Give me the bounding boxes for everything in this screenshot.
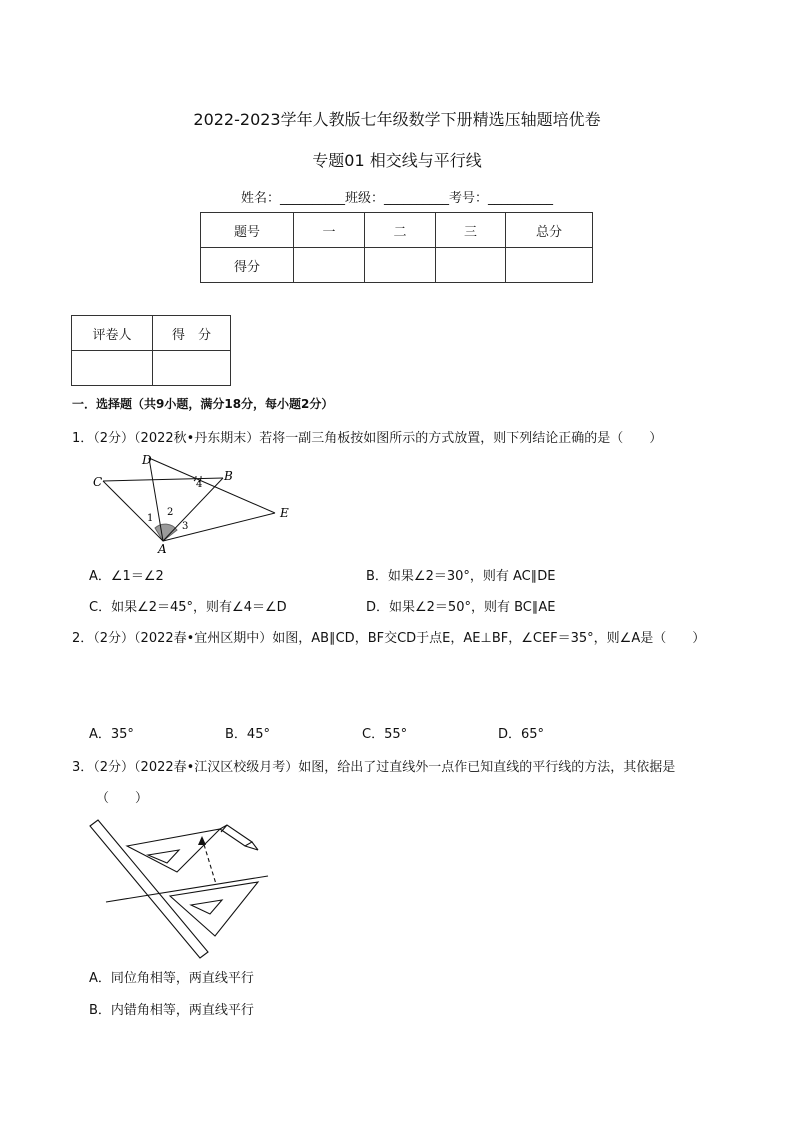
score-cell[interactable] <box>365 248 436 283</box>
question-3-option-b[interactable]: B．内错角相等，两直线平行 <box>89 1003 254 1018</box>
question-2-option-c[interactable]: C．55° <box>362 727 408 742</box>
score-cell[interactable] <box>294 248 365 283</box>
grader-header-cell: 得 分 <box>153 316 231 351</box>
score-cell[interactable] <box>436 248 506 283</box>
question-1-option-d[interactable]: D．如果∠2＝50°，则有 BC∥AE <box>366 600 556 615</box>
student-info-line: 姓名：__________班级：__________考号：__________ <box>240 191 553 206</box>
score-header-cell: 三 <box>436 213 506 248</box>
grader-table <box>71 315 231 386</box>
figure-label-D: D <box>142 453 152 467</box>
question-1-option-a[interactable]: A．∠1＝∠2 <box>89 569 164 584</box>
question-3-option-a[interactable]: A．同位角相等，两直线平行 <box>89 971 254 986</box>
angle-label-3: 3 <box>182 521 189 532</box>
score-header-cell: 二 <box>365 213 436 248</box>
angle-label-4: 4 <box>196 479 203 490</box>
grader-cell[interactable] <box>72 351 153 386</box>
section-heading: 一．选择题（共9小题，满分18分，每小题2分） <box>72 397 334 411</box>
score-header-cell: 总分 <box>506 213 593 248</box>
score-table <box>200 212 593 283</box>
figure-label-B: B <box>224 469 233 483</box>
figure-label-C: C <box>93 475 103 489</box>
score-cell[interactable] <box>506 248 593 283</box>
question-1-figure <box>85 445 300 557</box>
page-subtitle: 专题01 相交线与平行线 <box>312 151 482 170</box>
question-1-option-b[interactable]: B．如果∠2＝30°，则有 AC∥DE <box>366 569 556 584</box>
question-3-stem: 3．（2分）（2022春•江汉区校级月考）如图，给出了过直线外一点作已知直线的平行线的方法，其依据是 <box>72 760 676 775</box>
question-2-option-a[interactable]: A．35° <box>89 727 134 742</box>
grader-header-cell: 评卷人 <box>72 316 153 351</box>
score-header-cell: 一 <box>294 213 365 248</box>
angle-label-1: 1 <box>147 513 154 524</box>
score-row-label: 得分 <box>201 248 294 283</box>
question-2-option-d[interactable]: D．65° <box>498 727 545 742</box>
angle-label-2: 2 <box>167 507 174 518</box>
grader-cell[interactable] <box>153 351 231 386</box>
page-title: 2022-2023学年人教版七年级数学下册精选压轴题培优卷 <box>193 110 601 129</box>
question-3-figure <box>80 812 275 960</box>
question-2-option-b[interactable]: B．45° <box>225 727 270 742</box>
question-1-option-c[interactable]: C．如果∠2＝45°，则有∠4＝∠D <box>89 600 287 615</box>
question-2-stem: 2．（2分）（2022春•宜州区期中）如图，AB∥CD，BF交CD于点E，AE⊥BF，∠CEF＝35°，则∠A是（ ） <box>72 631 706 646</box>
question-3-stem-bracket: （ ） <box>96 791 149 806</box>
figure-label-A: A <box>158 542 167 556</box>
question-1-stem: 1．（2分）（2022秋•丹东期末）若将一副三角板按如图所示的方式放置，则下列结论正确的是（ ） <box>72 431 663 446</box>
score-header-cell: 题号 <box>201 213 294 248</box>
figure-label-E: E <box>280 506 289 520</box>
